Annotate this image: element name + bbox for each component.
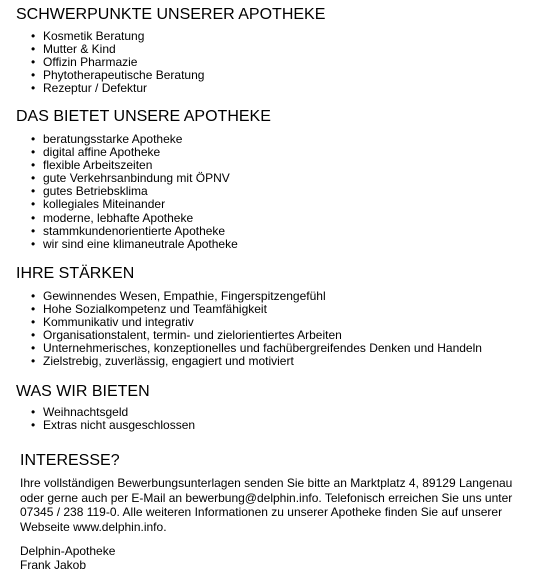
section-heading-benefits: DAS BIETET UNSERE APOTHEKE — [16, 108, 271, 125]
interest-heading: INTERESSE? — [20, 452, 120, 469]
list-item: • wir sind eine klimaneutrale Apotheke — [31, 238, 238, 251]
list-item: • Rezeptur / Defektur — [31, 82, 204, 95]
list-item: • Mutter & Kind — [31, 43, 204, 56]
list-item: • Weihnachtsgeld — [31, 406, 195, 419]
list-item: • gutes Betriebsklima — [31, 185, 238, 198]
list-item: • Gewinnendes Wesen, Empathie, Fingerspitzengefühl — [31, 290, 482, 303]
list-item: • Unternehmerisches, konzeptionelles und fachübergreifendes Denken und Handeln — [31, 342, 482, 355]
list-item: • Kosmetik Beratung — [31, 30, 204, 43]
section-heading-strengths: IHRE STÄRKEN — [16, 265, 135, 282]
section-heading-offer: WAS WIR BIETEN — [16, 383, 150, 400]
company-name: Delphin-Apotheke — [20, 544, 116, 558]
contact-name: Frank Jakob — [20, 558, 87, 572]
list-item: • digital affine Apotheke — [31, 146, 238, 159]
list-item: • Organisationstalent, termin- und zielorientiertes Arbeiten — [31, 329, 482, 342]
benefits-list — [31, 133, 238, 251]
list-item: • gute Verkehrsanbindung mit ÖPNV — [31, 172, 238, 185]
focus-areas-list — [31, 30, 204, 95]
list-item: • Extras nicht ausgeschlossen — [31, 419, 195, 432]
list-item: • Phytotherapeutische Beratung — [31, 69, 204, 82]
section-heading-focus-areas: SCHWERPUNKTE UNSERER APOTHEKE — [16, 6, 326, 23]
list-item: • moderne, lebhafte Apotheke — [31, 212, 238, 225]
list-item: • stammkundenorientierte Apotheke — [31, 225, 238, 238]
application-instructions: Ihre vollständigen Bewerbungsunterlagen senden Sie bitte an Marktplatz 4, 89129 Langenau oder gerne auch per E-Mail an bewerbung@delphin.info. Telefonisch erreichen Sie uns unter 07345 / 238 119-0. Alle weiteren Informationen zu unserer Apotheke finden Sie auf unserer Webseite www.delphin.info. — [20, 476, 513, 534]
list-item: • flexible Arbeitszeiten — [31, 159, 238, 172]
list-item: • Zielstrebig, zuverlässig, engagiert und motiviert — [31, 355, 482, 368]
list-item: • Hohe Sozialkompetenz und Teamfähigkeit — [31, 303, 482, 316]
offer-list — [31, 406, 195, 432]
list-item: • kollegiales Miteinander — [31, 198, 238, 211]
strengths-list — [31, 290, 482, 369]
list-item: • Kommunikativ und integrativ — [31, 316, 482, 329]
list-item: • beratungsstarke Apotheke — [31, 133, 238, 146]
list-item: • Offizin Pharmazie — [31, 56, 204, 69]
signature-block — [20, 544, 115, 572]
